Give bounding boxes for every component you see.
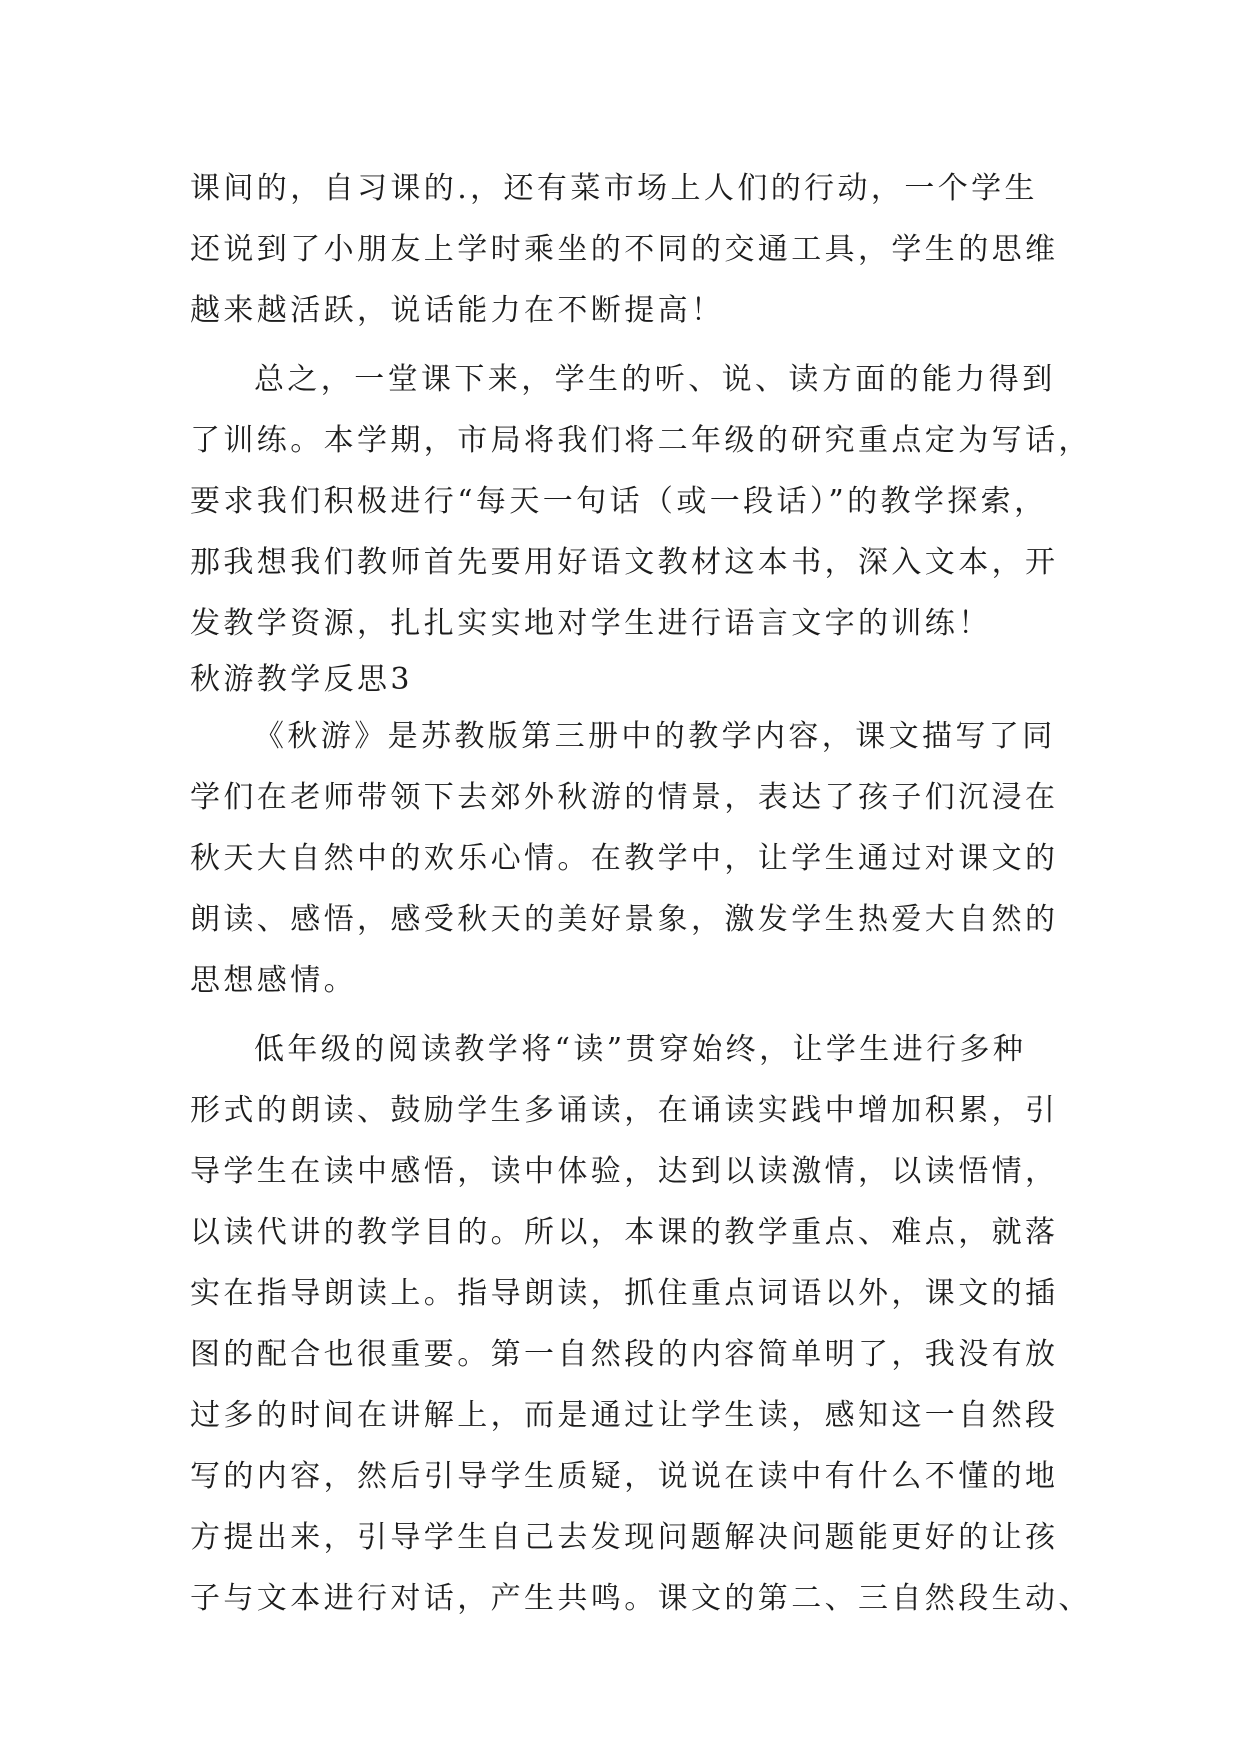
paragraph-gap (190, 1011, 1060, 1019)
text-line: 写的内容，然后引导学生质疑，说说在读中有什么不懂的地 (190, 1459, 1059, 1494)
text-line: 发教学资源，扎扎实实地对学生进行语言文字的训练！ (190, 606, 992, 641)
text-line: 还说到了小朋友上学时乘坐的不同的交通工具，学生的思维 (190, 232, 1059, 267)
document-body (190, 158, 1092, 1629)
text-line: 总之，一堂课下来，学生的听、说、读方面的能力得到 (254, 362, 1056, 397)
text-line: 过多的时间在讲解上，而是通过让学生读，感知这一自然段 (190, 1398, 1059, 1433)
text-line: 朗读、感悟，感受秋天的美好景象，激发学生热爱大自然的 (190, 902, 1059, 937)
text-line: 方提出来，引导学生自己去发现问题解决问题能更好的让孩 (190, 1520, 1059, 1555)
text-line: 学们在老师带领下去郊外秋游的情景，表达了孩子们沉浸在 (190, 780, 1059, 815)
text-line: 图的配合也很重要。第一自然段的内容简单明了，我没有放 (190, 1337, 1059, 1372)
text-line: 导学生在读中感悟，读中体验，达到以读激情，以读悟情， (190, 1154, 1059, 1189)
section-heading (190, 654, 1060, 706)
paragraph (190, 1019, 1092, 1629)
text-line: 课间的，自习课的.，还有菜市场上人们的行动，一个学生 (190, 171, 1038, 206)
text-line: 子与文本进行对话，产生共鸣。课文的第二、三自然段生动、 (190, 1581, 1092, 1616)
heading-text: 秋游教学反思3 (190, 662, 413, 697)
text-line: 以读代讲的教学目的。所以，本课的教学重点、难点，就落 (190, 1215, 1059, 1250)
text-line: 《秋游》是苏教版第三册中的教学内容，课文描写了同 (254, 719, 1056, 754)
paragraph (190, 349, 1092, 654)
paragraph-gap (190, 341, 1060, 349)
text-line: 越来越活跃，说话能力在不断提高！ (190, 293, 725, 328)
text-line: 实在指导朗读上。指导朗读，抓住重点词语以外，课文的插 (190, 1276, 1059, 1311)
paragraph (190, 158, 1060, 341)
text-line: 形式的朗读、鼓励学生多诵读，在诵读实践中增加积累，引 (190, 1093, 1059, 1128)
text-line: 了训练。本学期，市局将我们将二年级的研究重点定为写话， (190, 423, 1092, 458)
paragraph (190, 706, 1060, 1011)
text-line: 思想感情。 (190, 963, 357, 998)
text-line: 要求我们积极进行“每天一句话（或一段话）”的教学探索， (190, 484, 1048, 519)
text-line: 秋天大自然中的欢乐心情。在教学中，让学生通过对课文的 (190, 841, 1059, 876)
text-line: 低年级的阅读教学将“读”贯穿始终，让学生进行多种 (254, 1032, 1027, 1067)
text-line: 那我想我们教师首先要用好语文教材这本书，深入文本，开 (190, 545, 1059, 580)
